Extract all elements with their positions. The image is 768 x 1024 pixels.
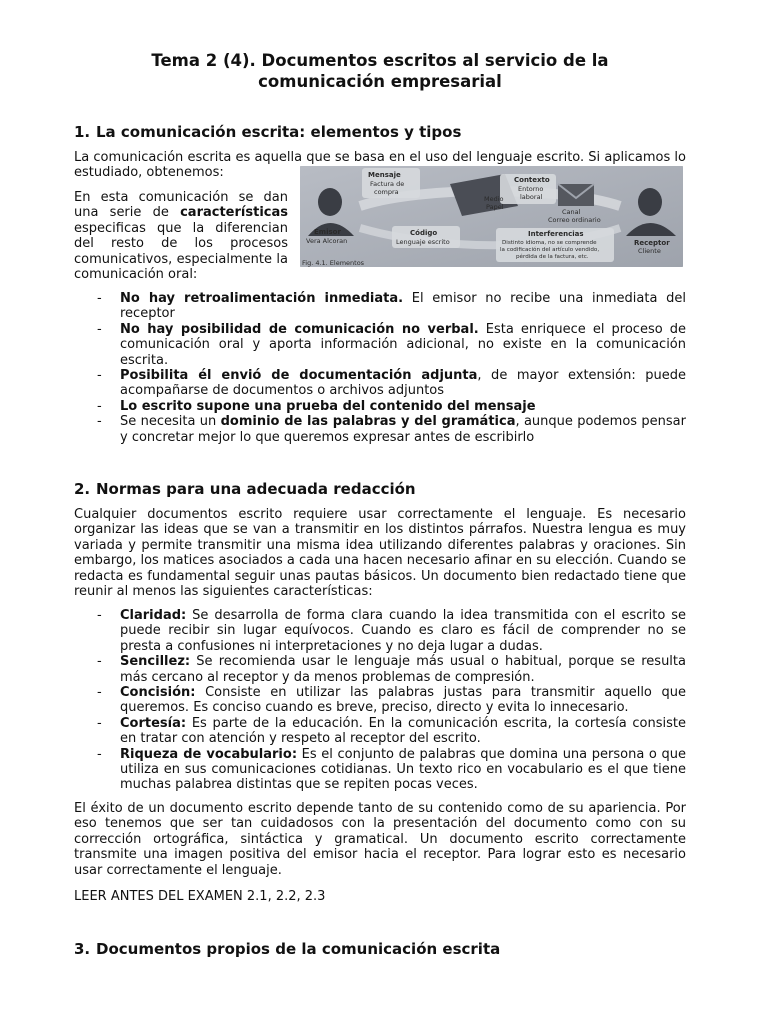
fig-contexto: Contexto [514, 176, 550, 184]
section-2-number: 2. [74, 480, 91, 498]
section-1-intro: La comunicación escrita es aquella que se basa en el uso del lenguaje escrito. Si aplicamos lo estudiado, obtenemos: [74, 150, 686, 181]
fig-emisor: Emisor [314, 228, 341, 236]
list-item: - Cortesía: Es parte de la educación. En la comunicación escrita, la cortesía consiste en tratar con atención y respeto al receptor del escrito. [97, 715, 686, 747]
bullet-dash: - [97, 321, 102, 337]
section-1-title: La comunicación escrita: elementos y tipos [96, 123, 462, 141]
fig-interf-sub3: pérdida de la factura, etc. [516, 254, 589, 260]
bullet-dash: - [97, 715, 102, 731]
list-item: - No hay retroalimentación inmediata. El emisor no recibe una inmediata del receptor [97, 291, 686, 322]
fig-receptor: Receptor [634, 239, 670, 247]
bullet-dash: - [97, 368, 102, 384]
receptor-head-icon [638, 188, 662, 216]
list-item: - No hay posibilidad de comunicación no verbal. Esta enriquece el proceso de comunicación oral y aporta información adicional, no existe en la comunicación escrita. [97, 321, 687, 368]
exam-note: LEER ANTES DEL EXAMEN 2.1, 2.2, 2.3 [74, 889, 326, 904]
fig-interferencias: Interferencias [528, 230, 584, 238]
fig-receptor-sub: Cliente [638, 247, 661, 255]
section-2-title: Normas para una adecuada redacción [96, 480, 416, 498]
fig-caption: Fig. 4.1. Elementos [302, 259, 365, 267]
bullet-dash: - [97, 608, 102, 623]
bullet-dash: - [97, 291, 102, 306]
fig-mensaje: Mensaje [368, 171, 401, 179]
fig-interf-sub1: Distinto idioma, no se comprende [502, 240, 597, 246]
section-3-heading [74, 940, 500, 958]
fig-emisor-sub: Vera Alcoran [306, 237, 348, 245]
communication-elements-figure [300, 166, 683, 267]
bullet-dash: - [97, 654, 102, 670]
side-text-end: especificas que la diferencian del resto de los procesos comunicativos, especialmente la comunicación oral: [74, 220, 288, 283]
bullet-dash: - [97, 398, 102, 414]
section-1-bullet-list [74, 291, 686, 445]
fig-interf-sub2: la codificación del artículo vendido, [500, 247, 600, 253]
title-line-1: Tema 2 (4). Documentos escritos al servicio de la [151, 51, 609, 70]
bullet-dash: - [97, 746, 102, 762]
section-2-heading [74, 480, 416, 498]
section-2-intro: Cualquier documentos escrito requiere usar correctamente el lenguaje. Es necesario organizar las ideas que se van a transmitir en los distintos párrafos. Nuestra lengua es muy variada y permite transmitir una misma idea utilizando diferentes palabras y oraciones. Sin embargo, los matices asociados a cada una hacen necesario afinar en su elección. Cuando se redacta es fundamental seguir unas pautas básicos. Un documento bien redactado tiene que reunir al menos las siguientes características: [74, 507, 686, 600]
fig-codigo: Código [410, 229, 438, 237]
list-item: - Sencillez: Se recomienda usar le lenguaje más usual o habitual, porque se resulta más cercano al receptor y da menos problemas de compresión. [97, 654, 686, 685]
side-text-bold: características [180, 205, 288, 221]
document-title [74, 50, 686, 92]
section-3-number: 3. [74, 940, 91, 958]
fig-medio: Medio [484, 195, 504, 203]
list-item: - Claridad: Se desarrolla de forma clara cuando la idea transmitida con el escrito se puede recibir sin lugar equívocos. Cuando es claro es fácil de comprender no se presta a confusiones ni interpretaciones y no deja lugar a dudas. [97, 608, 686, 654]
list-item: - Posibilita él envió de documentación adjunta, de mayor extensión: puede acompañarse de documentos o archivos adjuntos [97, 368, 686, 399]
fig-canal-sub: Correo ordinario [548, 216, 601, 224]
section-1-heading [74, 123, 461, 141]
fig-canal: Canal [562, 208, 581, 216]
title-line-2: comunicación empresarial [258, 72, 502, 91]
fig-contexto-sub2: laboral [520, 193, 543, 201]
side-text-start: En esta comunicación se dan una serie de [74, 190, 288, 221]
bullet-dash: - [97, 414, 102, 430]
list-item: - Lo escrito supone una prueba del contenido del mensaje [97, 398, 536, 414]
emisor-head-icon [318, 188, 342, 216]
section-1-side-text [74, 190, 288, 282]
communication-diagram [300, 166, 683, 267]
list-item: - Concisión: Consiste en utilizar las palabras justas para transmitir aquello que queremos. Es conciso cuando es breve, preciso, directo y evita lo innecesario. [97, 685, 686, 716]
list-item: - Se necesita un dominio de las palabras y del gramática, aunque podemos pensar y concretar mejor lo que queremos expresar antes de escribirlo [97, 414, 686, 445]
bullet-dash: - [97, 685, 102, 701]
section-3-title: Documentos propios de la comunicación escrita [96, 940, 501, 958]
fig-contexto-sub1: Entorno [518, 185, 544, 193]
list-item: - Riqueza de vocabulario: Es el conjunto de palabras que domina una persona o que utiliza en sus comunicaciones cotidianas. Un texto rico en vocabulario es el que tiene muchas palabrea distintas que se repiten pocas veces. [97, 746, 686, 793]
fig-medio-sub: Papel [486, 203, 504, 211]
section-2-bullet-list [74, 608, 686, 793]
section-1-number: 1. [74, 123, 91, 141]
fig-mensaje-sub1: Factura de [370, 180, 405, 188]
fig-codigo-sub: Lenguaje escrito [396, 238, 450, 246]
section-2-closing: El éxito de un documento escrito depende tanto de su contenido como de su apariencia. Por eso tenemos que ser tan cuidadosos con la presentación del documento como con su corrección ortográfica, sintáctica y gramatical. Un documento escrito correctamente transmite una imagen positiva del emisor hacia el receptor. Para lograr esto es necesario usar correctamente el lenguaje. [74, 801, 686, 878]
fig-mensaje-sub2: compra [374, 188, 399, 196]
